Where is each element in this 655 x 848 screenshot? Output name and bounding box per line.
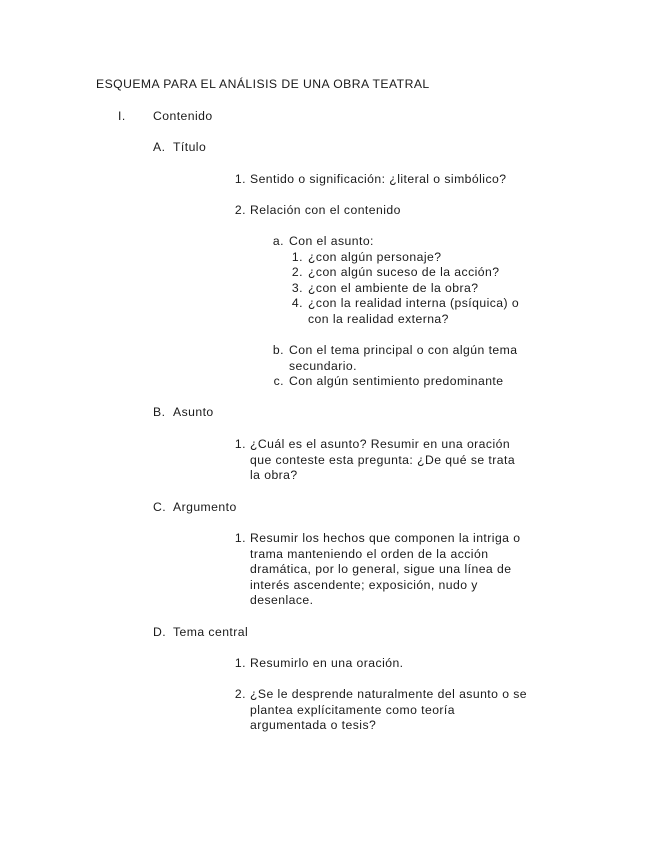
- subsection-heading-a: Título: [173, 140, 207, 154]
- item-number: 2.: [291, 265, 303, 279]
- item-letter: c.: [273, 374, 284, 388]
- subsection-marker-a: A.: [153, 140, 166, 154]
- item-text-continuation: argumentada o tesis?: [250, 718, 377, 732]
- subsection-marker-c: C.: [153, 500, 167, 514]
- item-text: Con el asunto:: [289, 234, 374, 248]
- item-number: 3.: [291, 281, 303, 295]
- item-text-continuation: secundario.: [289, 359, 357, 373]
- section-heading: Contenido: [153, 109, 213, 123]
- item-text: Sentido o significación: ¿literal o simbólico?: [250, 172, 507, 186]
- item-text-continuation: con la realidad externa?: [308, 312, 449, 326]
- item-number: 1.: [234, 437, 246, 451]
- item-text: ¿con algún personaje?: [308, 250, 442, 264]
- item-number: 1.: [234, 656, 246, 670]
- subsection-marker-d: D.: [153, 625, 167, 639]
- subsection-heading-b: Asunto: [173, 405, 214, 419]
- subsection-heading-c: Argumento: [173, 500, 237, 514]
- item-letter: b.: [272, 343, 284, 357]
- item-text: Relación con el contenido: [250, 203, 401, 217]
- item-number: 2.: [234, 687, 246, 701]
- item-text-continuation: la obra?: [250, 468, 298, 482]
- item-text: Resumirlo en una oración.: [250, 656, 404, 670]
- subsection-marker-b: B.: [153, 405, 166, 419]
- section-marker: I.: [118, 109, 126, 123]
- item-number: 4.: [291, 296, 303, 310]
- item-text: Con algún sentimiento predominante: [289, 374, 504, 388]
- item-text-continuation: trama manteniendo el orden de la acción: [250, 547, 489, 561]
- item-number: 1.: [234, 172, 246, 186]
- item-text: ¿Se le desprende naturalmente del asunto o se: [250, 687, 528, 701]
- item-text: ¿con algún suceso de la acción?: [308, 265, 500, 279]
- item-text-continuation: que conteste esta pregunta: ¿De qué se trata: [250, 453, 516, 467]
- item-text: Resumir los hechos que componen la intriga o: [250, 531, 521, 545]
- document-title: ESQUEMA PARA EL ANÁLISIS DE UNA OBRA TEATRAL: [96, 77, 430, 91]
- subsection-heading-d: Tema central: [173, 625, 249, 639]
- item-number: 1.: [291, 250, 303, 264]
- item-text: ¿con la realidad interna (psíquica) o: [308, 296, 520, 310]
- item-text-continuation: desenlace.: [250, 593, 314, 607]
- item-number: 1.: [234, 531, 246, 545]
- item-text: ¿Cuál es el asunto? Resumir en una oración: [250, 437, 511, 451]
- item-text-continuation: dramática, por lo general, sigue una línea de: [250, 562, 512, 576]
- item-number: 2.: [234, 203, 246, 217]
- item-text: ¿con el ambiente de la obra?: [308, 281, 479, 295]
- item-text: Con el tema principal o con algún tema: [289, 343, 518, 357]
- item-letter: a.: [272, 234, 284, 248]
- item-text-continuation: interés ascendente; exposición, nudo y: [250, 578, 478, 592]
- item-text-continuation: plantea explícitamente como teoría: [250, 703, 455, 717]
